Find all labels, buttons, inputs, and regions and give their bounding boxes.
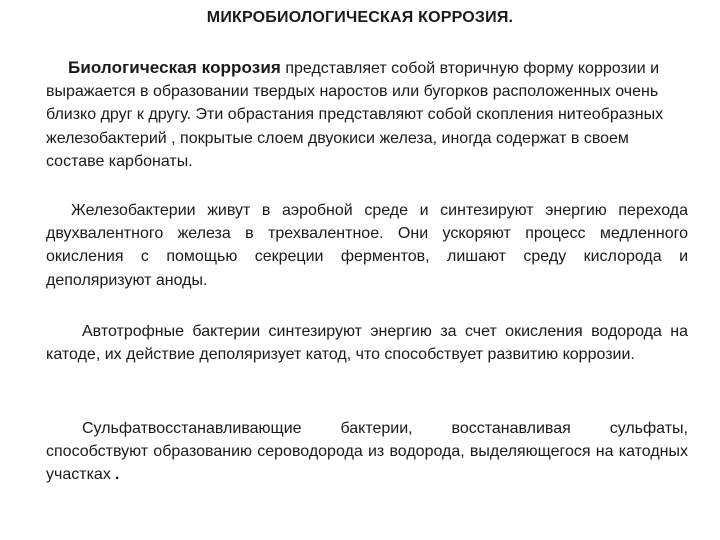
paragraph-iron-bacteria — [46, 199, 688, 292]
paragraph-text: Железобактерии живут в аэробной среде и синтезируют энергию перехода двухвалентного железа в трехвалентное. Они ускоряют процесс медленного окисления с помощью секреции ферментов, лишают среду кислорода и деполяризуют аноды. — [46, 202, 688, 289]
paragraph-autotrophic-bacteria — [46, 320, 688, 366]
paragraph-biological-corrosion — [46, 56, 688, 173]
paragraph-sulfate-reducing-bacteria — [46, 417, 688, 487]
paragraph-text: представляет собой вторичную форму коррозии и выражается в образовании твердых наростов или бугорков расположенных очень близко друг к другу. Эти обрастания представляют собой скопления нитеобразных железобактерий , покрытые слоем двуокиси железа, иногда содержат в своем составе карбонаты. — [46, 60, 664, 170]
paragraph-text: Автотрофные бактерии синтезируют энергию за счет окисления водорода на катоде, их действие деполяризует катод, что способствует развитию коррозии. — [46, 323, 688, 364]
page-title: МИКРОБИОЛОГИЧЕСКАЯ КОРРОЗИЯ. — [206, 9, 514, 26]
paragraph-end-mark: . — [114, 466, 120, 484]
term-biological-corrosion: Биологическая коррозия — [68, 58, 281, 77]
paragraph-text: Сульфатвосстанавливающие бактерии, восстанавливая сульфаты, способствуют образованию сероводорода из водорода, выделяющегося на катодных участках — [46, 420, 688, 484]
